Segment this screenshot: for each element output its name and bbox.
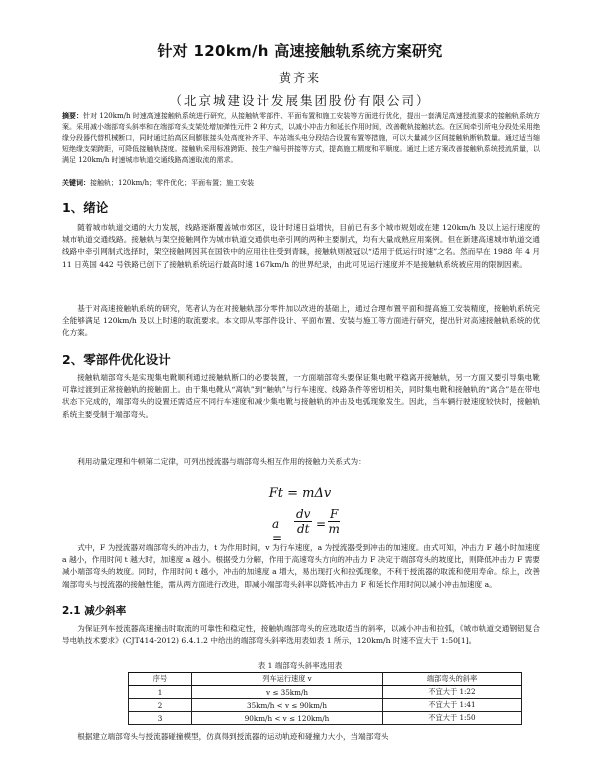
section-2-1-heading: 2.1 减少斜率: [62, 605, 127, 617]
paper-title: 针对 120km/h 高速接触轨系统方案研究: [157, 42, 443, 60]
section-2-1-paragraph-1: 为保证列车授流器高速撞击时取流的可靠性和稳定性，接触轨端部弯头的应选取适当的斜率，以减小冲击和拉弧，《城市轨道交通钢铝复合导电轨技术要求》(CJT414-2012) 6.4.1.2 中给出的端部弯头斜率选用表如表 1 所示，120km/h 时速不宜大于 1:50[1]。: [62, 624, 540, 646]
section-2-paragraph-3: 式中，F 为授流器对端部弯头的冲击力，t 为作用时间，v 为行车速度，a 为授流器受到冲击的加速度。由式可知，冲击力 F 越小时加速度 a 越小，作用时间 t 越大时，加速度 a 越小。根据受力分解，作用于高速弯头方向的冲击力 F 决定于端部弯头的坡度比，则降低冲击力 F 需要减小端部弯头的坡度。同时，作用时间 t 越小，冲击的加速度 a 增大，易出现打火和拉弧现象，不利于授流器的取流和使用寿命。综上，改善端部弯头与授流器的接触性能，需从两方面进行改进，即减小端部弯头斜率以降低冲击力 F 和延长作用时间以减小冲击加速度 a。: [62, 543, 540, 589]
table-1-caption: 表 1 端部弯头斜率选用表: [257, 661, 343, 670]
table-header-cell: 序号: [129, 673, 192, 686]
table-row: [129, 699, 522, 712]
equation-lhs: a =: [272, 517, 283, 545]
fraction-dv-dt: [294, 507, 312, 536]
table-cell: 不宜大于 1:41: [383, 699, 522, 712]
fraction-numerator: dv: [296, 507, 311, 521]
equation-momentum: Ft = mΔv: [268, 486, 332, 501]
table-cell: 不宜大于 1:50: [383, 712, 522, 725]
table-cell: 90km/h < v ≤ 120km/h: [192, 712, 383, 725]
equation-equals: =: [316, 517, 327, 531]
fraction-f-m: [328, 507, 340, 536]
table-cell: 不宜大于 1:22: [383, 686, 522, 699]
table-header-row: [129, 673, 522, 686]
section-2-paragraph-1: 接触轨端部弯头是实现集电靴顺利通过接触轨断口的必要装置，一方面端部弯头要保证集电靴平稳离开接触轨，另一方面又要引导集电靴可靠过渡到正常接触轨的接触面上。由于集电靴从“离轨”到“触轨”与行车速度、线路条件等密切相关，同时集电靴和接触轨的“离合”是在带电状态下完成的，端部弯头的设置还需适应不同行车速度和减少集电靴与接触轨的冲击及电弧现象发生。因此，当车辆行驶速度较快时，接触轨系统主要受制于端部弯头。: [62, 373, 540, 419]
section-2-1-paragraph-2: 根据建立端部弯头与授流器碰撞模型，仿真得到授流器的运动轨迹和碰撞力大小，当端部弯头: [77, 732, 389, 741]
table-header-cell: 端部弯头的斜率: [383, 673, 522, 686]
keywords-text: 接触轨；120km/h；零件优化；平面布置；施工安装: [90, 179, 255, 187]
author-affiliation: （北京城建设计发展集团股份有限公司）: [169, 93, 431, 108]
fraction-denominator: dt: [296, 522, 310, 536]
abstract-label: 摘要：: [62, 112, 84, 120]
fraction-denominator: m: [328, 522, 340, 536]
abstract-text: 针对 120km/h 时速高速接触轨系统进行研究，从接触轨零部件、平面布置和施工安装等方面进行优化，提出一套满足高速授流要求的接触轨系统方案。采用减小端部弯头斜率和在端部弯头支架处增加弹性元件 2 种方式，以减小冲击力和延长作用时间，改善靴轨接触状态。在区间牵引所电分段处采用绝缘分段器代替机械断口，同时通过抬高区间膨胀接头处高度补齐平、车站端头电分段结合设置布置等措施，可以大量减少区间接触轨断轨数量。通过适当缩短绝缘支架跨距，可降低接触轨挠度。接触轨采用标准跨距、按生产编号拼接等方式，提高施工精度和平顺度。通过上述方案改善接触轨系统授流质量，以满足 120km/h 时速城市轨道交通线路高速取流的需求。: [62, 112, 541, 164]
table-1: [128, 672, 522, 725]
section-1-paragraph-1: 随着城市轨道交通的大力发展，线路逐渐覆盖城市郊区，设计时速日益增快，目前已有多个城市规划或在建 120km/h 及以上运行速度的城市轨道交通线路。接触轨与架空接触网作为城市轨道交通供电牵引网的两种主要制式，均有大量成熟应用案例。但在新建高速城市轨道交通线路中牵引网制式选择时，架空接触网因其在国铁中的应用往往受到青睐，接触轨则被冠以“适用于低运行时速”之名。然而早在 1988 年 4 月 11 日英国 442 号铁路已创下了接触轨系统运行最高时速 167km/h 的世界纪录，由此可见运行速度并不是接触轨系统被应用的限制因素。: [62, 223, 540, 269]
table-cell: 3: [129, 712, 192, 725]
section-1-heading: 1、绪论: [62, 200, 109, 215]
table-cell: v ≤ 35km/h: [192, 686, 383, 699]
section-2-heading: 2、零部件优化设计: [62, 352, 171, 367]
table-cell: 1: [129, 686, 192, 699]
table-row: [129, 686, 522, 699]
table-cell: 35km/h < v ≤ 90km/h: [192, 699, 383, 712]
section-2-paragraph-2: 利用动量定理和牛顿第二定律，可列出授流器与端部弯头相互作用的接触力关系式为：: [77, 457, 366, 466]
keywords-label: 关键词：: [62, 179, 90, 187]
table-row: [129, 712, 522, 725]
author-name: 黄齐来: [278, 71, 321, 85]
table-cell: 2: [129, 699, 192, 712]
keywords: [62, 178, 540, 189]
abstract: [62, 111, 540, 166]
fraction-numerator: F: [330, 507, 339, 521]
table-header-cell: 列车运行速度 v: [192, 673, 383, 686]
section-1-paragraph-2: 基于对高速接触轨系统的研究，笔者认为在对接触轨部分零件加以改进的基础上，通过合理布置平面和提高施工安装精度，接触轨系统完全能够满足 120km/h 及以上时速的取流要求。本文即从零部件设计、平面布置、安装与施工等方面进行研究，提出针对高速接触轨系统的优化方案。: [62, 304, 540, 338]
